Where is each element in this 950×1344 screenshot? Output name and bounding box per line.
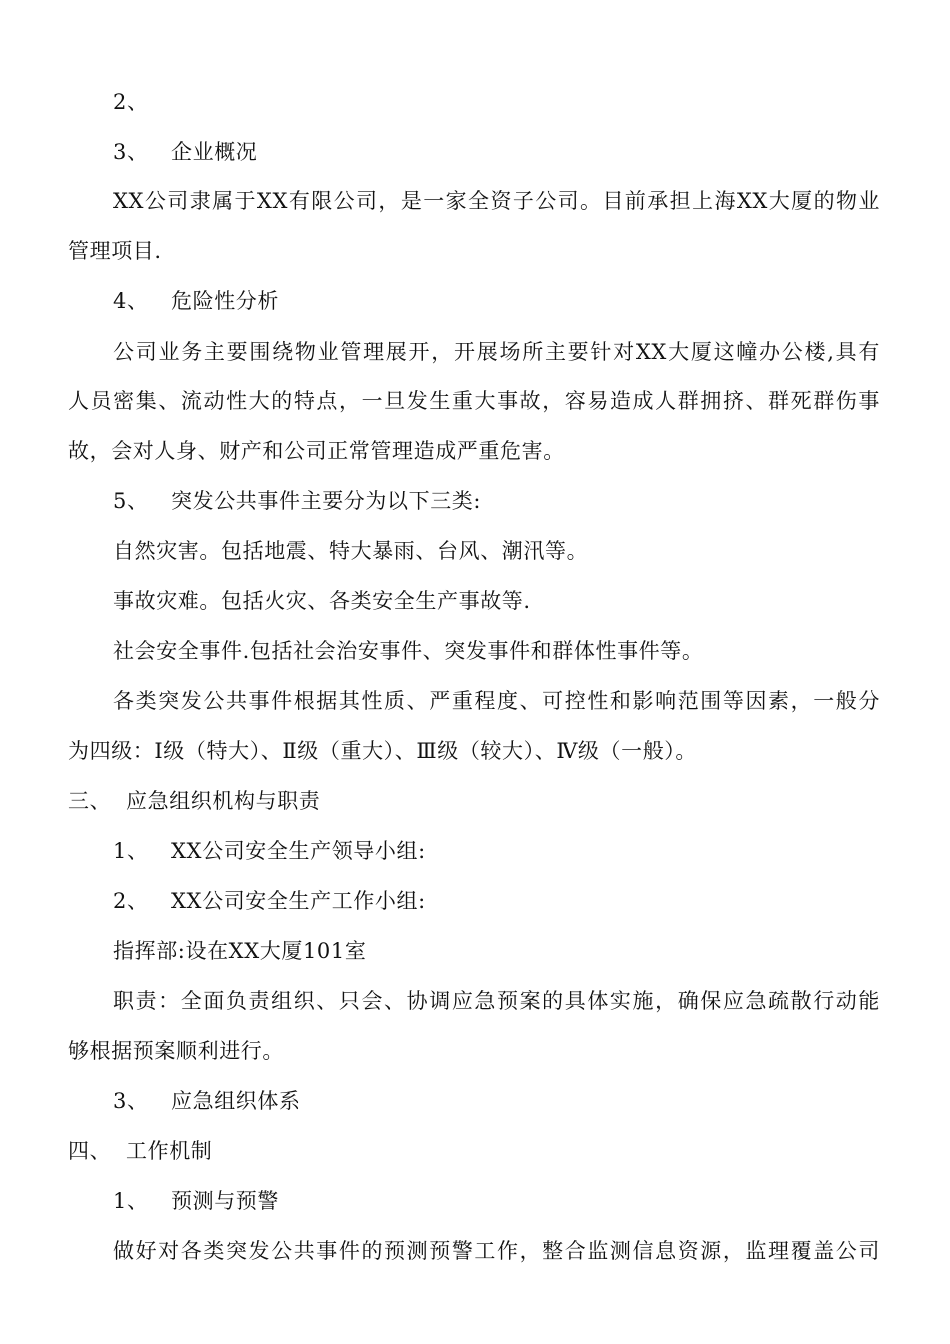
item-number: 2、 bbox=[113, 90, 149, 114]
paragraph-line: 够根据预案顺利进行。 bbox=[68, 1039, 284, 1063]
section-heading-event-types bbox=[113, 486, 481, 516]
item-number: 5、 bbox=[113, 489, 149, 513]
paragraph-line: 为四级：Ⅰ级（特大）、Ⅱ级（重大）、Ⅲ级（较大）、Ⅳ级（一般）。 bbox=[68, 739, 697, 763]
heading-text: 突发公共事件主要分为以下三类: bbox=[171, 489, 482, 513]
paragraph-line: 自然灾害。包括地震、特大暴雨、台风、潮汛等。 bbox=[113, 539, 589, 563]
item-number: 1、 bbox=[113, 839, 149, 863]
item-number: 2、 bbox=[113, 889, 149, 913]
heading-text: 工作机制 bbox=[126, 1139, 213, 1163]
heading-text: 企业概况 bbox=[171, 140, 258, 164]
heading-text: 危险性分析 bbox=[171, 289, 279, 313]
heading-text: XX公司安全生产工作小组: bbox=[171, 889, 426, 913]
paragraph-line: 指挥部:设在XX大厦101室 bbox=[113, 939, 367, 963]
paragraph-line: XX公司隶属于XX有限公司，是一家全资子公司。目前承担上海XX大厦的物业 bbox=[113, 189, 880, 213]
paragraph-line: 做好对各类突发公共事件的预测预警工作，整合监测信息资源，监理覆盖公司 bbox=[113, 1239, 880, 1263]
chapter-heading-emergency-org bbox=[68, 786, 320, 816]
paragraph-line: 社会安全事件.包括社会治安事件、突发事件和群体性事件等。 bbox=[113, 639, 704, 663]
chapter-number: 三、 bbox=[68, 789, 112, 813]
item-number: 1、 bbox=[113, 1189, 149, 1213]
heading-text: XX公司安全生产领导小组: bbox=[171, 839, 426, 863]
item-number: 3、 bbox=[113, 1089, 149, 1113]
paragraph-line: 管理项目. bbox=[68, 239, 162, 263]
item-number: 3、 bbox=[113, 140, 149, 164]
paragraph-line: 人员密集、流动性大的特点，一旦发生重大事故，容易造成人群拥挤、群死群伤事 bbox=[68, 389, 880, 413]
heading-text: 应急组织机构与职责 bbox=[126, 789, 321, 813]
paragraph-line: 事故灾难。包括火灾、各类安全生产事故等. bbox=[113, 589, 531, 613]
section-heading-forecast-warning bbox=[113, 1186, 279, 1216]
section-heading-leadership-group bbox=[113, 836, 426, 866]
section-heading-risk-analysis bbox=[113, 286, 279, 316]
heading-text: 应急组织体系 bbox=[171, 1089, 301, 1113]
section-heading-working-group bbox=[113, 886, 426, 916]
item-number: 4、 bbox=[113, 289, 149, 313]
paragraph-line: 各类突发公共事件根据其性质、严重程度、可控性和影响范围等因素，一般分 bbox=[113, 689, 880, 713]
chapter-number: 四、 bbox=[68, 1139, 112, 1163]
paragraph-line: 公司业务主要围绕物业管理展开，开展场所主要针对XX大厦这幢办公楼,具有 bbox=[113, 340, 880, 364]
paragraph-line: 故，会对人身、财产和公司正常管理造成严重危害。 bbox=[68, 439, 565, 463]
heading-text: 预测与预警 bbox=[171, 1189, 279, 1213]
item-2-heading bbox=[113, 87, 171, 117]
section-heading-org-system bbox=[113, 1086, 301, 1116]
paragraph-line: 职责：全面负责组织、只会、协调应急预案的具体实施，确保应急疏散行动能 bbox=[113, 989, 880, 1013]
section-heading-company-overview bbox=[113, 137, 257, 167]
chapter-heading-work-mechanism bbox=[68, 1136, 212, 1166]
